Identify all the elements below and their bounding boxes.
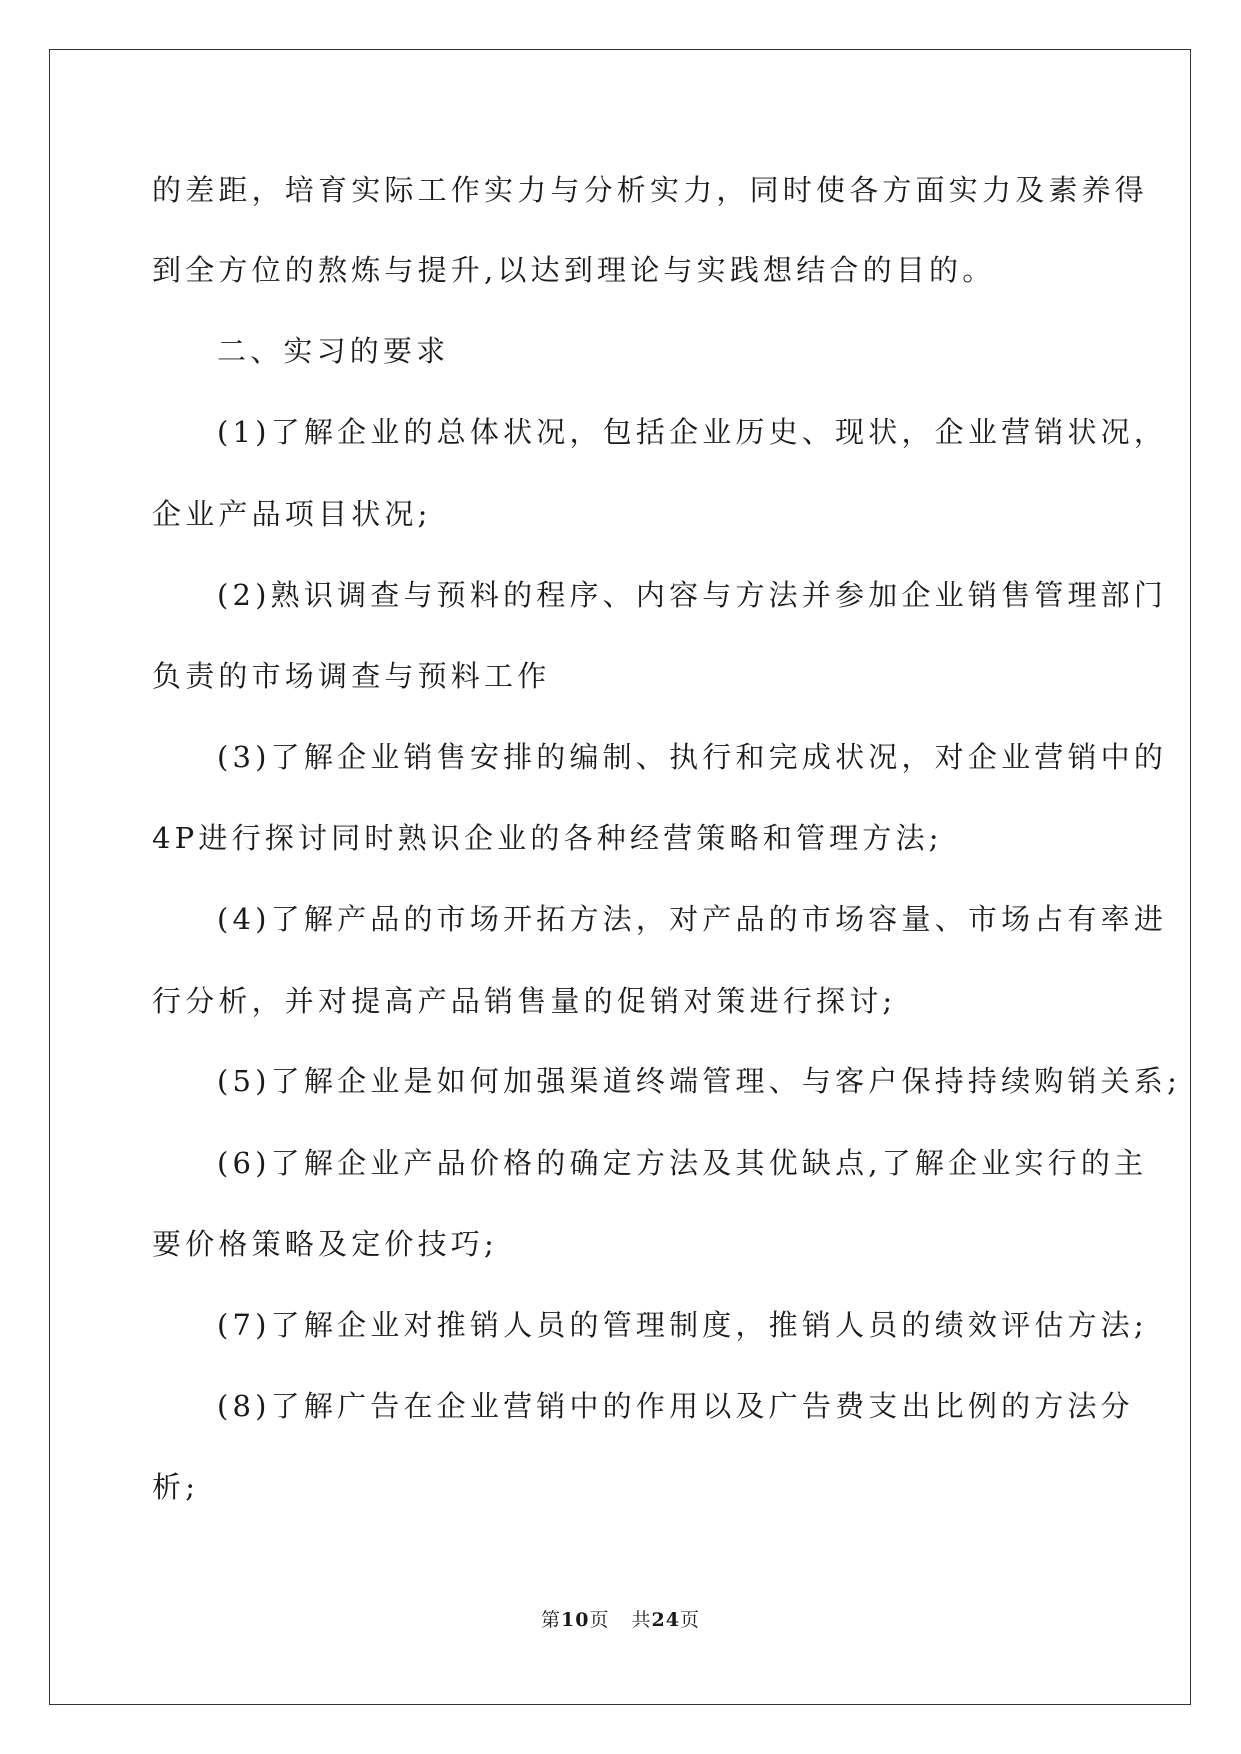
body-line-10: (4)了解产品的市场开拓方法，对产品的市场容量、市场占有率进 — [217, 902, 1168, 936]
page-total: 24 — [651, 1609, 680, 1631]
page-border — [49, 49, 1191, 1705]
total-suffix: 页 — [679, 1609, 700, 1631]
page-current: 10 — [561, 1609, 590, 1631]
body-line-2: 到全方位的熬炼与提升,以达到理论与实践想结合的目的。 — [152, 253, 996, 287]
body-line-13: (6)了解企业产品价格的确定方法及其优缺点,了解企业实行的主 — [217, 1146, 1148, 1180]
body-line-11: 行分析，并对提高产品销售量的促销对策进行探讨; — [152, 984, 897, 1018]
body-line-12: (5)了解企业是如何加强渠道终端管理、与客户保持持续购销关系; — [217, 1064, 1182, 1098]
body-line-4: (1)了解企业的总体状况，包括企业历史、现状，企业营销状况， — [217, 415, 1168, 449]
body-line-5: 企业产品项目状况; — [152, 497, 432, 531]
body-line-8: (3)了解企业销售安排的编制、执行和完成状况，对企业营销中的 — [217, 740, 1168, 774]
body-line-17: 析; — [152, 1470, 200, 1504]
body-line-6: (2)熟识调查与预料的程序、内容与方法并参加企业销售管理部门 — [217, 578, 1168, 612]
body-line-14: 要价格策略及定价技巧; — [152, 1227, 498, 1261]
total-prefix: 共 — [631, 1609, 652, 1631]
page-mid: 页 — [589, 1609, 610, 1631]
section-heading: 二、实习的要求 — [217, 334, 450, 368]
body-line-9: 4P进行探讨同时熟识企业的各种经营策略和管理方法; — [152, 821, 943, 855]
page-prefix: 第 — [541, 1609, 562, 1631]
body-line-1: 的差距，培育实际工作实力与分析实力，同时使各方面实力及素养得 — [152, 173, 1149, 207]
page-footer — [0, 1607, 1241, 1633]
body-line-15: (7)了解企业对推销人员的管理制度，推销人员的绩效评估方法; — [217, 1308, 1148, 1342]
body-line-16: (8)了解广告在企业营销中的作用以及广告费支出比例的方法分 — [217, 1389, 1134, 1423]
body-line-7: 负责的市场调查与预料工作 — [152, 659, 551, 693]
